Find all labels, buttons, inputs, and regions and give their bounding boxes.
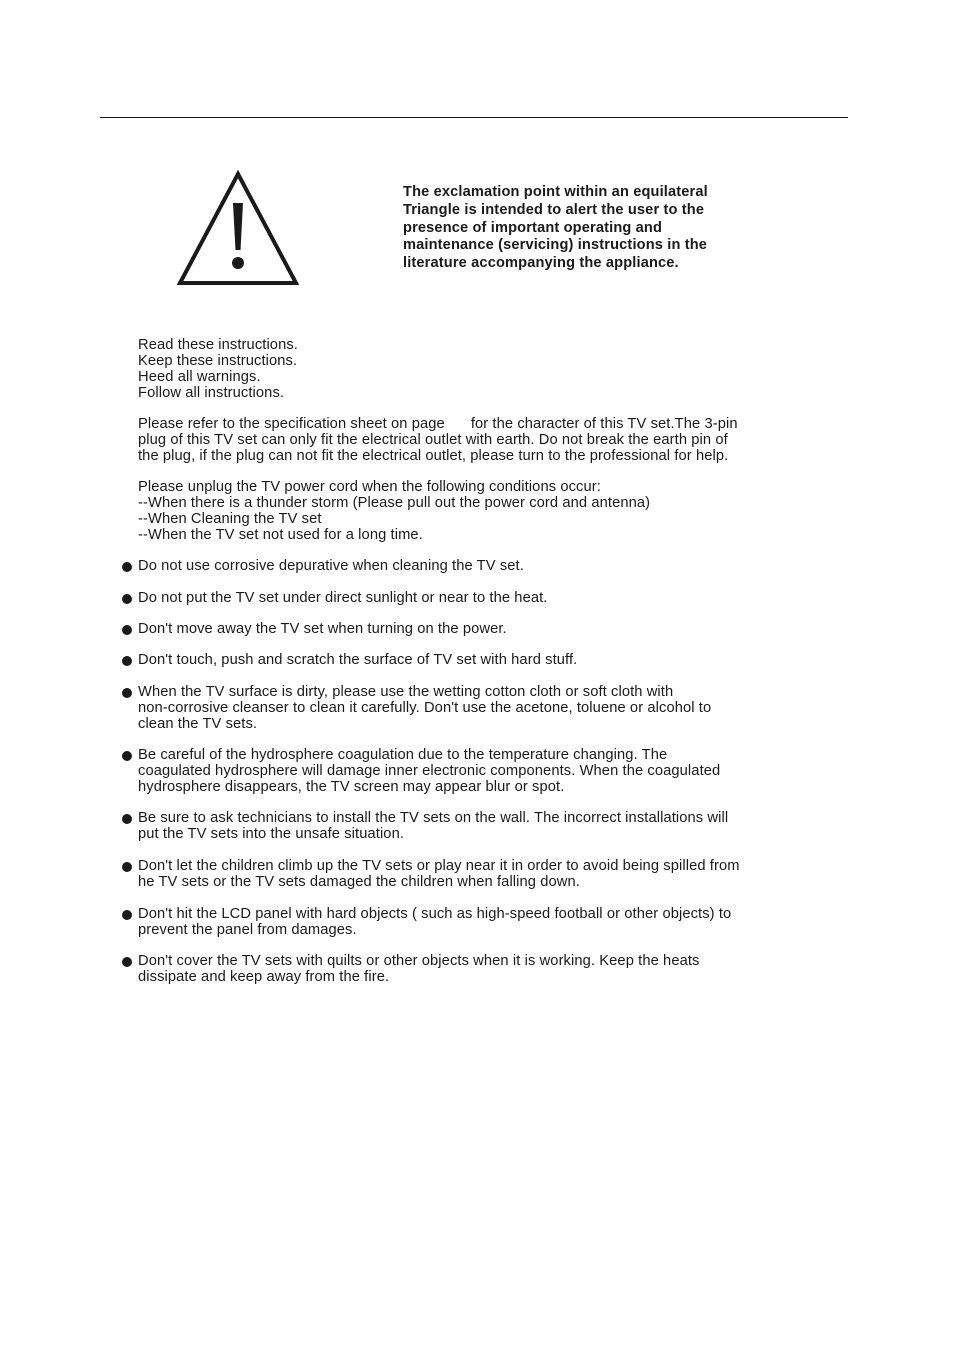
warning-line: The exclamation point within an equilateral: [403, 184, 708, 200]
bullet-dot-icon: [122, 688, 132, 698]
bullet-item: [122, 684, 711, 732]
bullet-item: [122, 652, 577, 668]
bullet-text: Be careful of the hydrosphere coagulation due to the temperature changing. The: [138, 747, 668, 763]
bullet-dot-icon: [122, 862, 132, 872]
bullet-text: Don't let the children climb up the TV sets or play near it in order to avoid being spilled from: [138, 858, 740, 874]
warning-line: presence of important operating and: [403, 219, 663, 236]
warning-description: [403, 184, 823, 273]
bullet-dot-icon: [122, 957, 132, 967]
warning-line: literature accompanying the appliance.: [403, 255, 679, 272]
instruction-line: Read these instructions.: [138, 337, 298, 353]
bullet-text: non-corrosive cleanser to clean it carefully. Don't use the acetone, toluene or alcohol to: [138, 700, 712, 716]
bullet-text: clean the TV sets.: [138, 716, 258, 732]
instruction-line: Keep these instructions.: [138, 353, 298, 369]
unplug-line: --When there is a thunder storm (Please pull out the power cord and antenna): [138, 495, 651, 511]
bullet-text: Don't hit the LCD panel with hard objects ( such as high-speed football or other objects) to: [138, 906, 732, 922]
bullet-item: [122, 810, 728, 842]
bullet-text: Don't move away the TV set when turning on the power.: [138, 621, 507, 637]
unplug-conditions: [138, 479, 650, 543]
bullet-text: Don't touch, push and scratch the surface of TV set with hard stuff.: [138, 652, 578, 668]
header-rule: [100, 117, 848, 118]
spec-note-line: plug of this TV set can only fit the electrical outlet with earth. Do not break the earth pin of: [138, 432, 728, 448]
unplug-line: --When Cleaning the TV set: [138, 511, 322, 527]
bullet-text: coagulated hydrosphere will damage inner electronic components. When the coagulated: [138, 763, 721, 779]
bullet-item: [122, 747, 720, 795]
exclamation-triangle-icon: [176, 170, 300, 286]
bullet-text: dissipate and keep away from the fire.: [138, 969, 390, 985]
bullet-item: [122, 590, 547, 606]
spec-note-line: [138, 416, 738, 432]
bullet-item: [122, 953, 699, 985]
bullet-dot-icon: [122, 751, 132, 761]
bullet-text: Do not use corrosive depurative when cleaning the TV set.: [138, 558, 524, 574]
unplug-line: --When the TV set not used for a long time.: [138, 527, 423, 543]
specification-note: [138, 416, 738, 464]
bullet-text: prevent the panel from damages.: [138, 922, 357, 938]
instruction-line: Heed all warnings.: [138, 369, 261, 385]
spec-note-line: the plug, if the plug can not fit the electrical outlet, please turn to the professional for help.: [138, 448, 729, 464]
bullet-dot-icon: [122, 625, 132, 635]
bullet-text: When the TV surface is dirty, please use the wetting cotton cloth or soft cloth with: [138, 684, 674, 700]
bullet-dot-icon: [122, 910, 132, 920]
bullet-dot-icon: [122, 594, 132, 604]
bullet-text: he TV sets or the TV sets damaged the children when falling down.: [138, 874, 580, 890]
warning-line: Triangle is intended to alert the user to the: [403, 201, 705, 218]
bullet-text: Do not put the TV set under direct sunlight or near to the heat.: [138, 590, 548, 606]
bullet-dot-icon: [122, 656, 132, 666]
bullet-dot-icon: [122, 562, 132, 572]
bullet-text: put the TV sets into the unsafe situation.: [138, 826, 405, 842]
bullet-text: Be sure to ask technicians to install the TV sets on the wall. The incorrect installations will: [138, 810, 729, 826]
unplug-line: Please unplug the TV power cord when the following conditions occur:: [138, 479, 601, 495]
spec-note-text: for the character of this TV set.The 3-pin: [470, 416, 738, 432]
basic-instructions: [138, 337, 298, 401]
bullet-dot-icon: [122, 814, 132, 824]
bullet-item: [122, 906, 731, 938]
bullet-item: [122, 621, 507, 637]
bullet-item: [122, 858, 740, 890]
warning-line: maintenance (servicing) instructions in the: [403, 237, 708, 254]
bullet-text: hydrosphere disappears, the TV screen may appear blur or spot.: [138, 779, 565, 795]
bullet-item: [122, 558, 524, 574]
spec-note-text: Please refer to the specification sheet on page: [138, 416, 445, 432]
bullet-text: Don't cover the TV sets with quilts or other objects when it is working. Keep the heats: [138, 953, 700, 969]
instruction-line: Follow all instructions.: [138, 385, 285, 401]
